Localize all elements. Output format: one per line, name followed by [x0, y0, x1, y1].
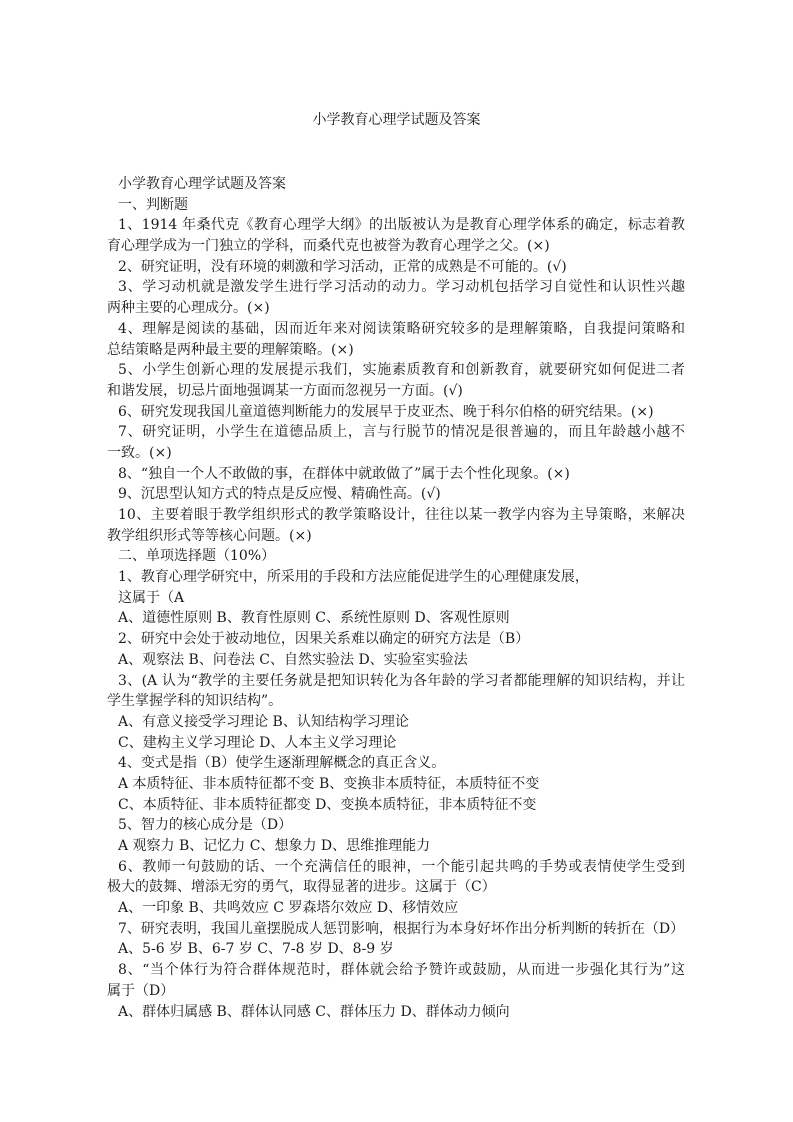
paragraph [107, 795, 685, 816]
paragraph [107, 733, 685, 754]
text-line: A、道德性原则 B、教育性原则 C、系统性原则 D、客观性原则 [118, 610, 510, 627]
paragraph [107, 836, 685, 857]
text-line: 6、研究发现我国儿童道德判断能力的发展早于皮亚杰、晚于科尔伯格的研究结果。(×) [118, 403, 654, 420]
text-line: 育心理学成为一门独立的学科，而桑代克也被誉为教育心理学之父。(×) [107, 238, 550, 255]
text-line: A、一印象 B、共鸣效应 C 罗森塔尔效应 D、移情效应 [118, 900, 459, 917]
paragraph [107, 919, 685, 940]
text-line: A、群体归属感 B、群体认同感 C、群体压力 D、群体动力倾向 [118, 1003, 510, 1020]
paragraph [107, 1002, 685, 1023]
paragraph [107, 215, 685, 256]
text-line: 6、教师一句鼓励的话、一个充满信任的眼神，一个能引起共鸣的手势或表情使学生受到 [118, 858, 685, 875]
paragraph [107, 774, 685, 795]
text-line: 3、学习动机就是激发学生进行学习活动的动力。学习动机包括学习自觉性和认识性兴趣 [118, 279, 685, 296]
paragraph [107, 671, 685, 712]
paragraph [107, 588, 685, 609]
text-line: 极大的鼓舞、增添无穷的勇气，取得显著的进步。这属于（C） [107, 879, 496, 896]
paragraph [107, 319, 685, 360]
paragraph [107, 753, 685, 774]
paragraph [107, 257, 685, 278]
paragraph [107, 567, 685, 588]
text-line: 4、变式是指（B）使学生逐渐理解概念的真正含义。 [118, 755, 446, 772]
text-line: 二、单项选择题（10%） [118, 548, 276, 565]
paragraph [107, 939, 685, 960]
text-line: 4、理解是阅读的基础，因而近年来对阅读策略研究较多的是理解策略，自我提问策略和 [118, 320, 685, 337]
text-line: 5、小学生创新心理的发展提示我们，实施素质教育和创新教育，就要研究如何促进二者 [118, 362, 685, 379]
text-line: 和谐发展，切忌片面地强调某一方面而忽视另一方面。(√) [107, 382, 463, 399]
text-line: 8、“当个体行为符合群体规范时，群体就会给予赞许或鼓励，从而进一步强化其行为”这 [118, 962, 685, 979]
text-line: 5、智力的核心成分是（D） [118, 817, 293, 834]
paragraph [107, 960, 685, 1001]
paragraph [107, 505, 685, 546]
text-line: 总结策略是两种最主要的理解策略。(×) [107, 341, 354, 358]
paragraph [107, 484, 685, 505]
paragraph [107, 360, 685, 401]
paragraph [107, 815, 685, 836]
paragraph [107, 546, 685, 567]
document-body [107, 174, 685, 1022]
text-line: 教学组织形式等等核心问题。(×) [107, 527, 312, 544]
text-line: 1、1914 年桑代克《教育心理学大纲》的出版被认为是教育心理学体系的确定，标志着教 [118, 217, 685, 234]
text-line: 一、判断题 [118, 196, 188, 213]
document-title: 小学教育心理学试题及答案 [312, 112, 481, 128]
text-line: 两种主要的心理成分。(×) [107, 300, 270, 317]
text-line: 小学教育心理学试题及答案 [118, 176, 286, 192]
paragraph [107, 608, 685, 629]
text-line: C、建构主义学习理论 D、人本主义学习理论 [118, 734, 397, 751]
paragraph [107, 857, 685, 898]
paragraph [107, 898, 685, 919]
text-line: 一致。(×) [107, 444, 172, 461]
text-line: 3、(A 认为“教学的主要任务就是把知识转化为各年龄的学习者都能理解的知识结构，并让 [118, 672, 685, 689]
paragraph [107, 174, 685, 195]
paragraph [107, 402, 685, 423]
paragraph [107, 277, 685, 318]
text-line: C、本质特征、非本质特征都变 D、变换本质特征，非本质特征不变 [118, 796, 537, 813]
paragraph [107, 422, 685, 463]
paragraph [107, 712, 685, 733]
text-line: 学生掌握学科的知识结构”。 [107, 693, 283, 710]
text-line: A、5-6 岁 B、6-7 岁 C、7-8 岁 D、8-9 岁 [118, 941, 394, 958]
text-line: 1、教育心理学研究中，所采用的手段和方法应能促进学生的心理健康发展， [118, 569, 589, 586]
paragraph [107, 629, 685, 650]
paragraph [107, 650, 685, 671]
text-line: A、有意义接受学习理论 B、认知结构学习理论 [118, 713, 409, 730]
text-line: 属于（D） [107, 982, 175, 999]
text-line: 2、研究证明，没有环境的刺激和学习活动，正常的成熟是不可能的。(√) [118, 258, 567, 275]
text-line: A、观察法 B、问卷法 C、自然实验法 D、实验室实验法 [118, 651, 468, 668]
text-line: 9、沉思型认知方式的特点是反应慢、精确性高。(√) [118, 486, 441, 503]
text-line: 7、研究表明，我国儿童摆脱成人惩罚影响，根据行为本身好坏作出分析判断的转折在（D） [118, 920, 685, 937]
text-line: 10、主要着眼于教学组织形式的教学策略设计，往往以某一教学内容为主导策略，来解决 [118, 507, 685, 523]
text-line: A 观察力 B、记忆力 C、想象力 D、思维推理能力 [118, 838, 431, 854]
text-line: 8、“独自一个人不敢做的事，在群体中就敢做了”属于去个性化现象。(×) [118, 465, 570, 482]
text-line: 7、研究证明，小学生在道德品质上，言与行脱节的情况是很普遍的，而且年龄越小越不 [118, 424, 685, 441]
text-line: A 本质特征、非本质特征都不变 B、变换非本质特征，本质特征不变 [118, 775, 540, 792]
paragraph [107, 195, 685, 216]
paragraph [107, 464, 685, 485]
text-line: 2、研究中会处于被动地位，因果关系难以确定的研究方法是（B） [118, 631, 530, 648]
text-line: 这属于（A [118, 589, 185, 606]
